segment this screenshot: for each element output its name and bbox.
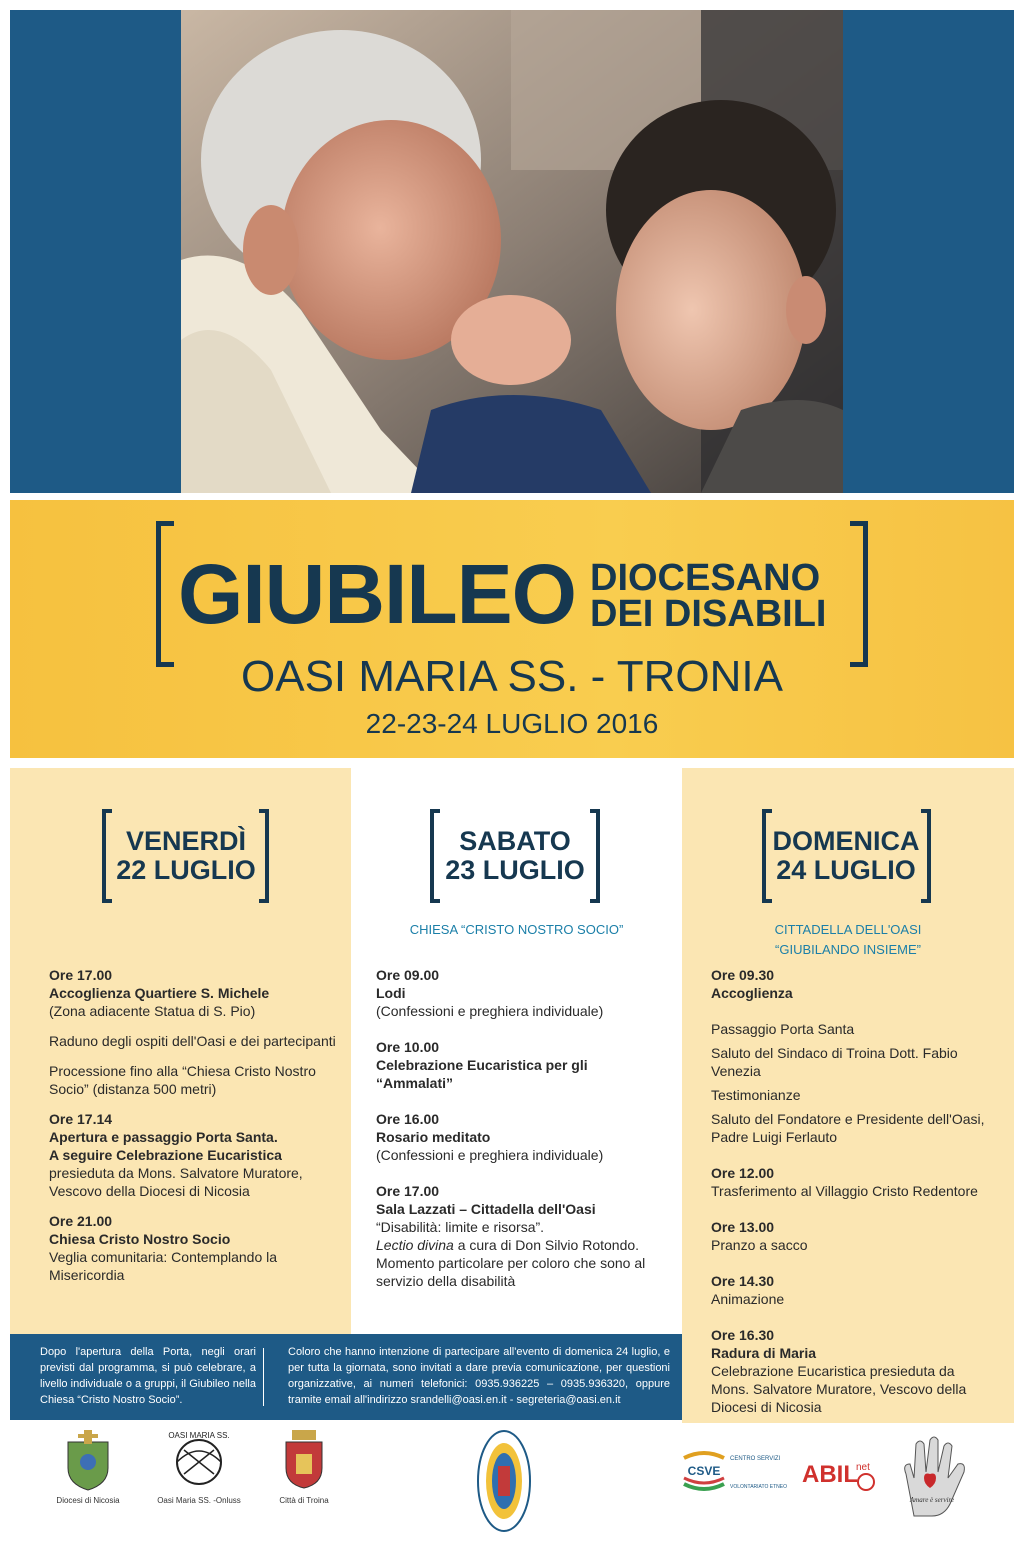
program-text: (Confessioni e preghiera individuale): [376, 1003, 604, 1019]
program-title: Apertura e passaggio Porta Santa.: [49, 1129, 278, 1145]
program-text: Animazione: [711, 1291, 785, 1307]
program-time: Ore 16.30: [711, 1327, 775, 1343]
day-date: 24 LUGLIO: [776, 855, 916, 885]
csve-logo-icon: [682, 1448, 787, 1494]
sponsor-logos: [0, 1422, 1024, 1542]
day-header-friday: [112, 827, 260, 885]
day-bracket-left: [430, 809, 440, 903]
program-time: Ore 13.00: [711, 1219, 775, 1235]
day-bracket-right: [590, 809, 600, 903]
venue-sunday: [682, 920, 1014, 960]
program-title: Accoglienza: [711, 985, 793, 1001]
troina-crest-icon: [282, 1428, 326, 1490]
photo-band: [10, 10, 1014, 493]
program-text: Saluto del Sindaco di Troina Dott. Fabio Venezia: [711, 1045, 958, 1079]
info-band: [10, 1334, 682, 1420]
program-text: Passaggio Porta Santa: [711, 1021, 855, 1037]
oasi-logo-text: OASI MARIA SS.: [168, 1431, 230, 1440]
program-saturday: [376, 966, 666, 1290]
day-bracket-right: [921, 809, 931, 903]
hero-photo-illustration: [181, 10, 843, 493]
program-text: Processione fino alla “Chiesa Cristo Nostro Socio” (distanza 500 metri): [49, 1063, 316, 1097]
csve-logo-text: CSVE: [687, 1464, 721, 1478]
program-time: Ore 09.00: [376, 967, 440, 983]
program-title: Accoglienza Quartiere S. Michele: [49, 985, 270, 1001]
day-bracket-right: [259, 809, 269, 903]
csve-logo-top: CENTRO SERVIZI: [730, 1456, 781, 1462]
info-contacts: Coloro che hanno intenzione di partecipare all'evento di domenica 24 luglio, e per tutta la giornata, sono invitati a dare previa comunicazione, per questioni organizzative, ai numeri telefonici: 0935.936225 – 0935.936320, oppure tramite email all'indirizzo srandelli@oasi.en.it - segreteria@oasi.en.it: [288, 1346, 670, 1406]
abil-logo-net: net: [856, 1462, 870, 1473]
program-text: Testimonianze: [711, 1087, 801, 1103]
day-header-saturday: [440, 827, 590, 885]
info-divider: [263, 1348, 264, 1406]
program-text: (Zona adiacente Statua di S. Pio): [49, 1003, 256, 1019]
program-text: presieduta da Mons. Salvatore Muratore, Vescovo della Diocesi di Nicosia: [49, 1165, 303, 1199]
event-subtitle: [590, 557, 827, 635]
day-date: 23 LUGLIO: [445, 855, 585, 885]
program-time: Ore 17.00: [49, 967, 113, 983]
program-time: Ore 14.30: [711, 1273, 775, 1289]
program-friday: [49, 966, 339, 1284]
event-title: GIUBILEO: [178, 547, 577, 641]
venue-saturday: CHIESA “CRISTO NOSTRO SOCIO”: [409, 922, 624, 937]
day-name: DOMENICA: [772, 826, 920, 856]
program-time: Ore 17.14: [49, 1111, 113, 1127]
event-place: OASI MARIA SS. - TRONIA: [241, 652, 783, 701]
program-title: Chiesa Cristo Nostro Socio: [49, 1231, 231, 1247]
hand-logo-icon: [892, 1434, 972, 1518]
jubilee-mercy-logo-icon: [474, 1426, 534, 1536]
program-time: Ore 16.00: [376, 1111, 440, 1127]
program-text: Veglia comunitaria: Contemplando la Misericordia: [49, 1249, 278, 1283]
program-title: Lodi: [376, 985, 406, 1001]
diocesi-crest-icon: [58, 1428, 118, 1492]
program-title: Rosario meditato: [376, 1129, 491, 1145]
logo-caption-troina: Città di Troina: [279, 1496, 329, 1505]
day-bracket-left: [102, 809, 112, 903]
program-title: Radura di Maria: [711, 1345, 817, 1361]
csve-logo-bottom: VOLONTARIATO ETNEO: [730, 1484, 787, 1490]
day-date: 22 LUGLIO: [116, 855, 256, 885]
program-italic: Lectio divina: [376, 1237, 454, 1253]
program-time: Ore 21.00: [49, 1213, 113, 1229]
program-text: “Disabilità: limite e risorsa”.: [376, 1219, 545, 1235]
title-bracket-right: [850, 521, 868, 667]
day-name: VENERDÌ: [125, 826, 247, 856]
hero-photo: [181, 10, 843, 493]
program-time: Ore 17.00: [376, 1183, 440, 1199]
program-text: Pranzo a sacco: [711, 1237, 808, 1253]
program-time: Ore 12.00: [711, 1165, 775, 1181]
program-title: Celebrazione Eucaristica per gli “Ammalati”: [376, 1057, 588, 1091]
program-title: A seguire Celebrazione Eucaristica: [49, 1147, 282, 1163]
program-text: Trasferimento al Villaggio Cristo Redentore: [711, 1183, 978, 1199]
title-bracket-left: [156, 521, 174, 667]
event-subtitle-line2: DEI DISABILI: [590, 593, 827, 635]
event-dates: 22-23-24 LUGLIO 2016: [365, 708, 659, 739]
oasi-logo-icon: [164, 1430, 234, 1490]
program-time: Ore 09.30: [711, 967, 775, 983]
venue-line: CITTADELLA DELL'OASI: [774, 922, 922, 937]
abil-net-logo-icon: [800, 1450, 880, 1494]
program-text: Saluto del Fondatore e Presidente dell'Oasi, Padre Luigi Ferlauto: [711, 1111, 985, 1145]
program-title: Sala Lazzati – Cittadella dell'Oasi: [376, 1201, 596, 1217]
logo-caption-diocesi: Diocesi di Nicosia: [56, 1496, 120, 1505]
day-header-sunday: [770, 827, 922, 885]
event-subtitle-line1: DIOCESANO: [590, 557, 821, 599]
program-text: Celebrazione Eucaristica presieduta da Mons. Salvatore Muratore, Vescovo della Diocesi di Nicosia: [711, 1363, 967, 1415]
hand-logo-text: Amare è servire: [909, 1496, 955, 1504]
day-name: SABATO: [459, 826, 571, 856]
program-text: Raduno degli ospiti dell'Oasi e dei partecipanti: [49, 1033, 336, 1049]
program-time: Ore 10.00: [376, 1039, 440, 1055]
program-text: (Confessioni e preghiera individuale): [376, 1147, 604, 1163]
venue-line: “GIUBILANDO INSIEME”: [775, 942, 921, 957]
program-text: [376, 1236, 666, 1290]
abil-logo-text: ABIL: [802, 1461, 858, 1488]
logo-caption-oasi: Oasi Maria SS. -Onluss: [157, 1496, 241, 1505]
program-sunday: [711, 966, 996, 1416]
program-text-cont: a cura di Don Silvio Rotondo. Momento particolare per coloro che sono al servizio della disabilità: [376, 1237, 646, 1289]
info-porta: Dopo l'apertura della Porta, negli orari previsti dal programma, si può celebrare, a livello individuale o a gruppi, il Giubileo nella Chiesa “Cristo Nostro Socio”.: [40, 1346, 256, 1406]
